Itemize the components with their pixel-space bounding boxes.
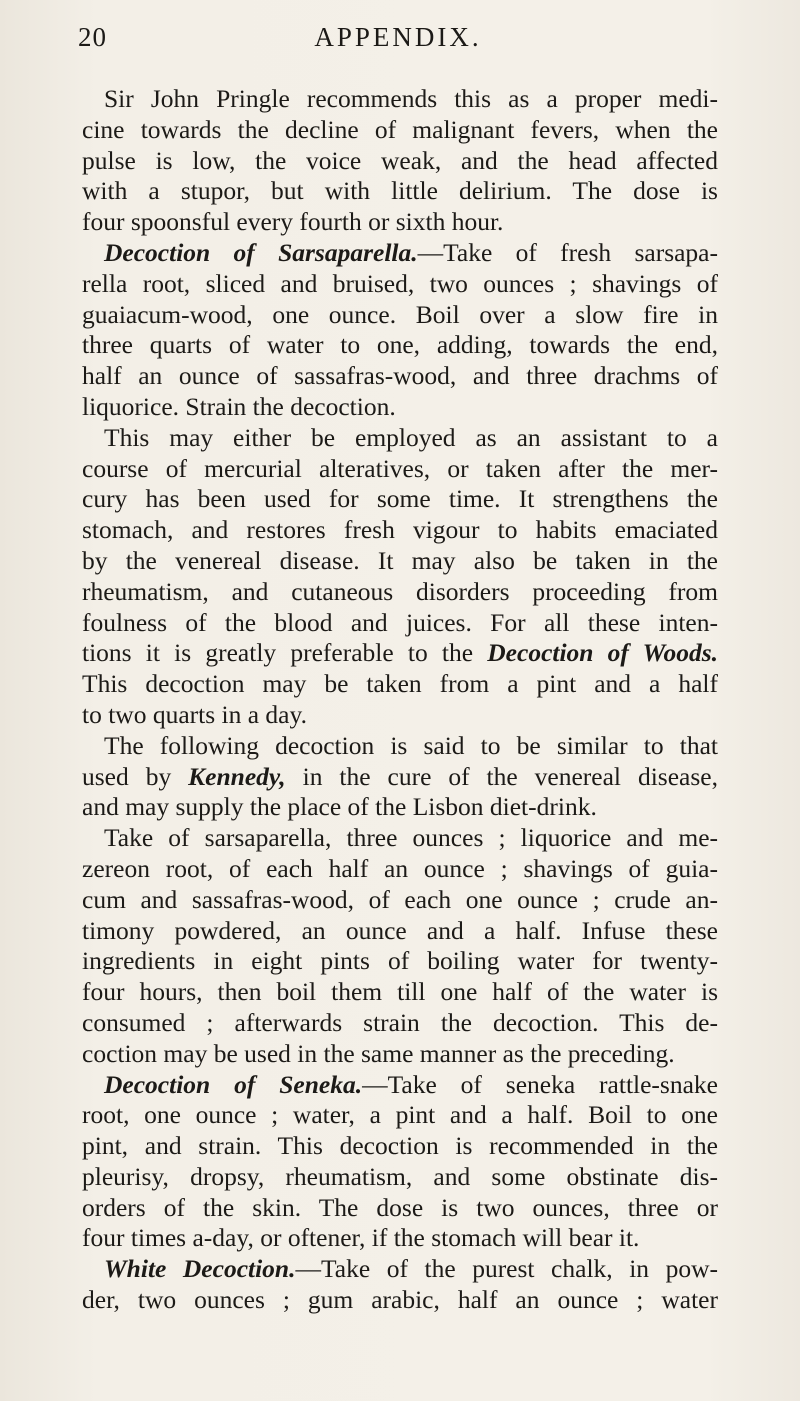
text-line — [82, 977, 718, 1008]
italic-heading: Decoction of Sarsaparella. — [104, 237, 418, 267]
text-run: orders of the skin. The dose is two ounces, three or — [82, 1192, 718, 1222]
text-run: four hours, then boil them till one half of the water is — [82, 977, 718, 1007]
text-line — [82, 885, 718, 916]
text-line — [82, 823, 718, 854]
text-run: root, one ounce ; water, a pint and a half. Boil to one — [82, 1100, 718, 1130]
text-line — [82, 608, 718, 639]
italic-heading: Decoction of Seneka. — [104, 1069, 363, 1099]
text-line — [82, 176, 718, 207]
text-run: by the venereal disease. It may also be taken in the — [82, 545, 718, 575]
text-run: liquorice. Strain the decoction. — [82, 391, 396, 421]
text-run: This may either be employed as an assistant to a — [104, 422, 718, 452]
text-line — [82, 1039, 718, 1070]
text-line — [82, 700, 718, 731]
text-run: guaiacum-wood, one ounce. Boil over a slow fire in — [82, 299, 718, 329]
text-line — [82, 207, 718, 238]
text-line — [82, 484, 718, 515]
text-line — [82, 146, 718, 177]
text-line — [82, 1193, 718, 1224]
text-run: rheumatism, and cutaneous disorders proceeding from — [82, 576, 718, 606]
text-run: tions it is greatly preferable to the — [82, 638, 488, 668]
text-run: used by — [82, 761, 189, 791]
text-run: in the cure of the venereal disease, — [285, 761, 718, 791]
text-run: —Take of seneka rattle-snake — [362, 1069, 718, 1099]
text-line — [82, 84, 718, 115]
text-run: stomach, and restores fresh vigour to habits emaciated — [82, 515, 718, 545]
text-run: timony powdered, an ounce and a half. Infuse these — [82, 915, 718, 945]
text-run: pint, and strain. This decoction is recommended in the — [82, 1131, 718, 1161]
text-run: four times a-day, or oftener, if the stomach will bear it. — [82, 1223, 640, 1253]
text-line — [82, 1285, 718, 1316]
text-line — [82, 1100, 718, 1131]
text-line — [82, 946, 718, 977]
text-run: pulse is low, the voice weak, and the head affected — [82, 145, 718, 175]
text-run: der, two ounces ; gum arabic, half an ounce ; water — [82, 1285, 718, 1315]
body-text — [82, 84, 718, 1316]
text-line — [82, 115, 718, 146]
text-run: four spoonsful every fourth or sixth hour. — [82, 207, 504, 237]
text-run: pleurisy, dropsy, rheumatism, and some obstinate dis- — [82, 1161, 718, 1191]
text-line — [82, 762, 718, 793]
text-line — [82, 300, 718, 331]
text-line — [82, 1131, 718, 1162]
text-run: rella root, sliced and bruised, two ounces ; shavings of — [82, 268, 718, 298]
text-run: course of mercurial alteratives, or taken after the mer- — [82, 453, 718, 483]
text-line — [82, 577, 718, 608]
text-run: consumed ; afterwards strain the decoction. This de- — [82, 1007, 718, 1037]
text-line — [82, 1008, 718, 1039]
text-line — [82, 1254, 718, 1285]
text-run: and may supply the place of the Lisbon diet-drink. — [82, 792, 597, 822]
text-line — [82, 669, 718, 700]
text-run: Sir John Pringle recommends this as a proper medi- — [104, 84, 718, 113]
text-run: —Take of fresh sarsapa- — [417, 237, 718, 267]
text-line — [82, 361, 718, 392]
text-line — [82, 1070, 718, 1101]
text-run: Take of sarsaparella, three ounces ; liquorice and me- — [104, 823, 718, 853]
text-run: zereon root, of each half an ounce ; shavings of guia- — [82, 853, 718, 883]
text-run: three quarts of water to one, adding, towards the end, — [82, 330, 718, 360]
text-line — [82, 916, 718, 947]
text-run: coction may be used in the same manner as the preceding. — [82, 1038, 675, 1068]
italic-heading: Decoction of Woods. — [487, 638, 718, 668]
text-line — [82, 330, 718, 361]
text-run: ingredients in eight pints of boiling water for twenty- — [82, 946, 718, 976]
text-line — [82, 423, 718, 454]
text-run: half an ounce of sassafras-wood, and three drachms of — [82, 361, 718, 391]
italic-heading: White Decoction. — [104, 1254, 296, 1284]
text-run: The following decoction is said to be similar to that — [104, 730, 718, 760]
text-line — [82, 1223, 718, 1254]
text-run: cury has been used for some time. It strengthens the — [82, 484, 718, 514]
text-run: to two quarts in a day. — [82, 699, 307, 729]
text-line — [82, 515, 718, 546]
text-line — [82, 854, 718, 885]
running-head: APPENDIX. — [314, 22, 482, 52]
text-line — [82, 638, 718, 669]
text-run: with a stupor, but with little delirium. The dose is — [82, 176, 718, 206]
text-line — [82, 792, 718, 823]
text-run: —Take of the purest chalk, in pow- — [295, 1254, 718, 1284]
text-line — [82, 392, 718, 423]
page-header — [78, 22, 718, 62]
text-run: This decoction may be taken from a pint and a half — [82, 669, 718, 699]
text-line — [82, 731, 718, 762]
text-line — [82, 454, 718, 485]
text-run: cine towards the decline of malignant fevers, when the — [82, 114, 718, 144]
text-line — [82, 1162, 718, 1193]
text-line — [82, 546, 718, 577]
text-line — [82, 238, 718, 269]
text-line — [82, 269, 718, 300]
text-run: cum and sassafras-wood, of each one ounce ; crude an- — [82, 884, 718, 914]
text-run: foulness of the blood and juices. For all these inten- — [82, 607, 718, 637]
page-number: 20 — [78, 22, 107, 52]
italic-heading: Kennedy, — [188, 761, 286, 791]
